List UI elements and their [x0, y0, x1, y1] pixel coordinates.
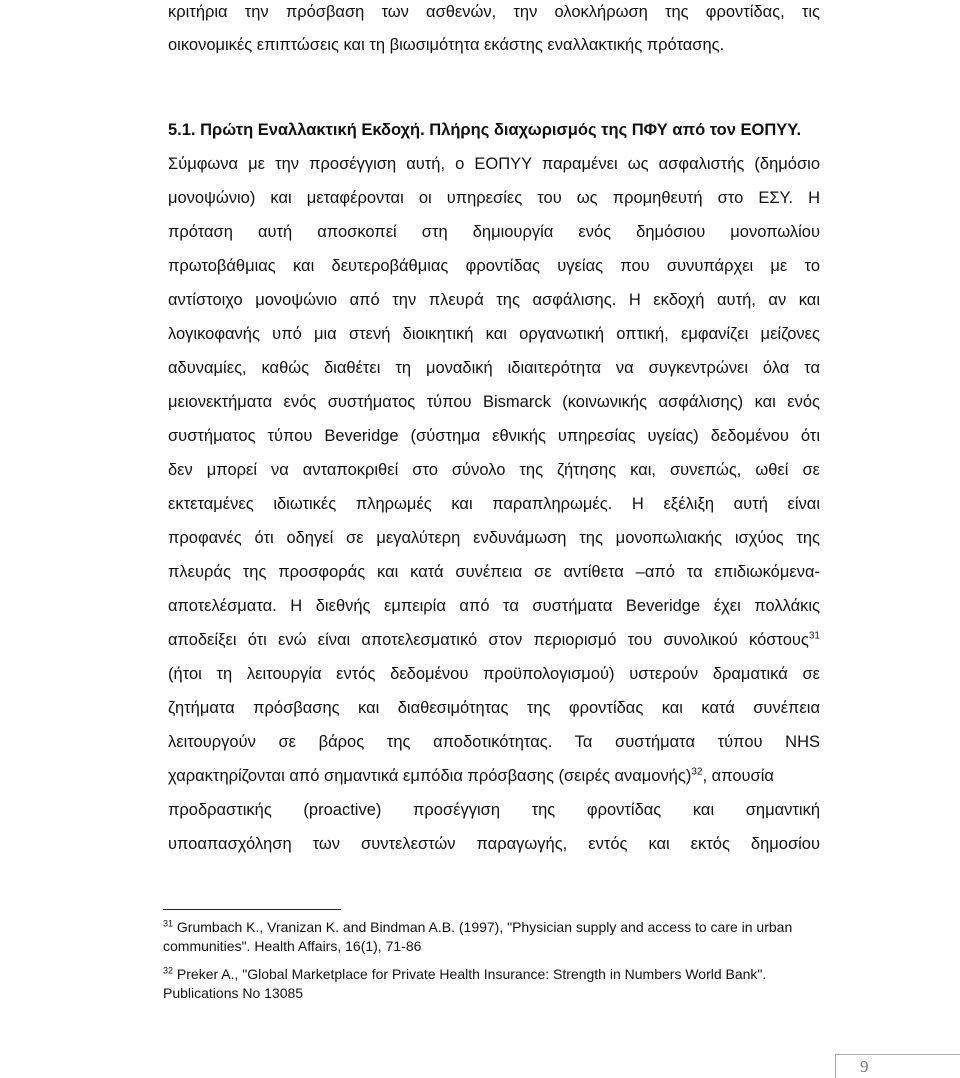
footnote-32 [163, 965, 766, 1003]
paragraph-line: προφανές ότι οδηγεί σε μεγαλύτερη ενδυνάμωση της μονοπωλιακής ισχύος της [168, 529, 820, 547]
footnote-number: 31 [163, 918, 174, 929]
paragraph-line: αποτελέσματα. Η διεθνής εμπειρία από τα συστήματα Beveridge έχει πολλάκις [168, 597, 820, 615]
paragraph-line: αντίστοιχο μονοψώνιο από την πλευρά της ασφάλισης. Η εκδοχή αυτή, αν και [168, 291, 820, 309]
paragraph-line: πρόταση αυτή αποσκοπεί στη δημιουργία ενός δημόσιου μονοπωλίου [168, 223, 820, 241]
paragraph-line-with-ref [168, 628, 820, 652]
footnote-number: 32 [163, 965, 174, 976]
paragraph-line-with-ref [168, 764, 820, 788]
paragraph-line: δεν μπορεί να ανταποκριθεί στο σύνολο της ζήτησης και, συνεπώς, ωθεί σε [168, 461, 820, 479]
paragraph-line: ζητήματα πρόσβασης και διαθεσιμότητας της φροντίδας και κατά συνέπεια [168, 699, 820, 717]
footnote-text: communities". Health Affairs, 16(1), 71-86 [163, 938, 422, 954]
footnote-ref-31[interactable]: 31 [808, 630, 820, 642]
paragraph-text: χαρακτηρίζονται από σημαντικά εμπόδια πρόσβασης (σειρές αναμονής) [168, 767, 692, 785]
footnote-text: Grumbach K., Vranizan K. and Bindman A.B. (1997), "Physician supply and access to care in urban [176, 919, 793, 935]
paragraph-line: (ήτοι τη λειτουργία εντός δεδομένου προϋπολογισμού) υστερούν δραματικά σε [168, 665, 820, 683]
paragraph-line: οικονομικές επιπτώσεις και τη βιωσιμότητα εκάστης εναλλακτικής πρότασης. [168, 36, 725, 54]
footnote-ref-32[interactable]: 32 [691, 766, 703, 778]
page-number-rule-vertical [835, 1054, 836, 1078]
paragraph-line: πρωτοβάθμιας και δευτεροβάθμιας φροντίδας υγείας που συνυπάρχει με το [168, 257, 820, 275]
footnote-text: Publications No 13085 [163, 985, 304, 1001]
paragraph-line: μειονεκτήματα ενός συστήματος τύπου Bismarck (κοινωνικής ασφάλισης) και ενός [168, 393, 820, 411]
page-number-rule [835, 1054, 960, 1055]
paragraph-line: εκτεταμένες ιδιωτικές πληρωμές και παραπληρωμές. Η εξέλιξη αυτή είναι [168, 495, 820, 513]
paragraph-text: αποδείξει ότι ενώ είναι αποτελεσματικό στον περιορισμό του συνολικού κόστους [168, 631, 809, 649]
paragraph-text: , απουσία [702, 767, 774, 785]
paragraph-line: υποαπασχόληση των συντελεστών παραγωγής, εντός και εκτός δημοσίου [168, 835, 820, 853]
section-heading: 5.1. Πρώτη Εναλλακτική Εκδοχή. Πλήρης διαχωρισμός της ΠΦΥ από τον ΕΟΠΥΥ. [168, 121, 802, 139]
paragraph-line: λειτουργούν σε βάρος της αποδοτικότητας. Τα συστήματα τύπου NHS [168, 733, 820, 751]
footnote-text: Preker A., "Global Marketplace for Private Health Insurance: Strength in Numbers World Bank". [176, 966, 767, 982]
paragraph-line: λογικοφανής υπό μια στενή διοικητική και οργανωτική οπτική, εμφανίζει μείζονες [168, 325, 820, 343]
paragraph-line: κριτήρια την πρόσβαση των ασθενών, την ολοκλήρωση της φροντίδας, τις [168, 3, 820, 21]
paragraph-line: Σύμφωνα με την προσέγγιση αυτή, ο ΕΟΠΥΥ παραμένει ως ασφαλιστής (δημόσιο [168, 155, 820, 173]
page-number: 9 [860, 1057, 869, 1076]
footnote-divider [163, 909, 341, 910]
paragraph-line: συστήματος τύπου Beveridge (σύστημα εθνικής υπηρεσίας υγείας) δεδομένου ότι [168, 427, 820, 445]
paragraph-line: προδραστικής (proactive) προσέγγιση της φροντίδας και σημαντική [168, 801, 820, 819]
footnote-31 [163, 918, 792, 956]
paragraph-line: πλευράς της προσφοράς και κατά συνέπεια σε αντίθετα –από τα επιδιωκόμενα- [168, 563, 820, 581]
paragraph-line: μονοψώνιο) και μεταφέρονται οι υπηρεσίες του ως προμηθευτή στο ΕΣΥ. Η [168, 189, 820, 207]
paragraph-line: αδυναμίες, καθώς διαθέτει τη μοναδική ιδιαιτερότητα να συγκεντρώνει όλα τα [168, 359, 820, 377]
